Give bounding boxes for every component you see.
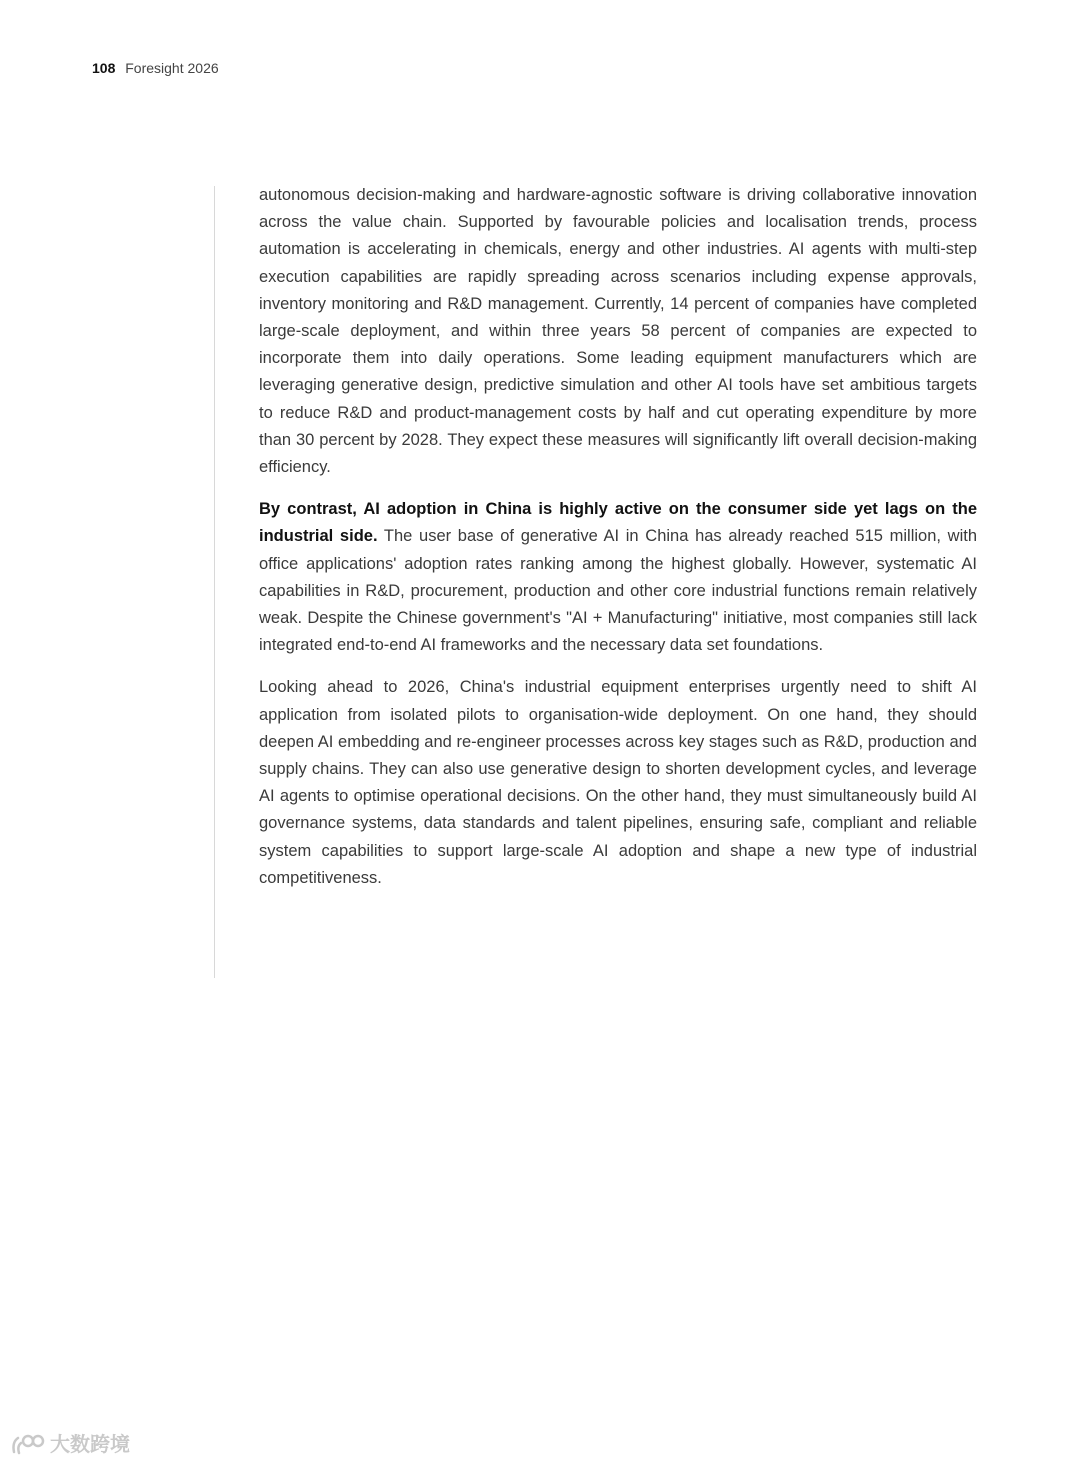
- watermark-text: 大数跨境: [50, 1434, 130, 1456]
- page-header: [92, 59, 219, 77]
- column-divider: [214, 186, 215, 978]
- body-text-column: [259, 182, 977, 907]
- paragraph-2: [259, 496, 977, 659]
- paragraph-1: [259, 182, 977, 481]
- paragraph-3-text: Looking ahead to 2026, China's industrial equipment enterprises urgently need to shift AI application from isolated pilots to organisation-wide deployment. On one hand, they should deepen AI embedding and re-engineer processes across key stages such as R&D, production and supply chains. They can also use generative design to shorten development cycles, and leverage AI agents to optimise operational decisions. On the other hand, they must simultaneously build AI governance systems, data standards and talent pipelines, ensuring safe, compliant and reliable system capabilities to support large-scale AI adoption and shape a new type of industrial competitiveness.: [259, 678, 977, 887]
- paragraph-2-lead-in: By contrast, AI adoption in China is highly active on the consumer side yet lags on the industrial side.: [259, 500, 977, 546]
- paragraph-2-text: The user base of generative AI in China has already reached 515 million, with office applications' adoption rates ranking among the highest globally. However, systematic AI capabilities in R&D, procurement, production and other core industrial functions remain relatively weak. Despite the Chinese government's "AI + Manufacturing" initiative, most companies still lack integrated end-to-end AI frameworks and the necessary data set foundations.: [259, 527, 978, 655]
- running-title: Foresight 2026: [125, 60, 219, 76]
- brand-logo-icon: [10, 1432, 46, 1458]
- watermark: [10, 1432, 130, 1458]
- page-number: 108: [92, 60, 116, 76]
- paragraph-3: [259, 674, 977, 892]
- paragraph-1-text: autonomous decision-making and hardware-agnostic software is driving collaborative innovation across the value chain. Supported by favourable policies and localisation trends, process automation is accelerating in chemicals, energy and other industries. AI agents with multi-step execution capabilities are rapidly spreading across scenarios including expense approvals, inventory monitoring and R&D management. Currently, 14 percent of companies have completed large-scale deployment, and within three years 58 percent of companies are expected to incorporate them into daily operations. Some leading equipment manufacturers which are leveraging generative design, predictive simulation and other AI tools have set ambitious targets to reduce R&D and product-management costs by half and cut operating expenditure by more than 30 percent by 2028. They expect these measures will significantly lift overall decision-making efficiency.: [259, 186, 977, 477]
